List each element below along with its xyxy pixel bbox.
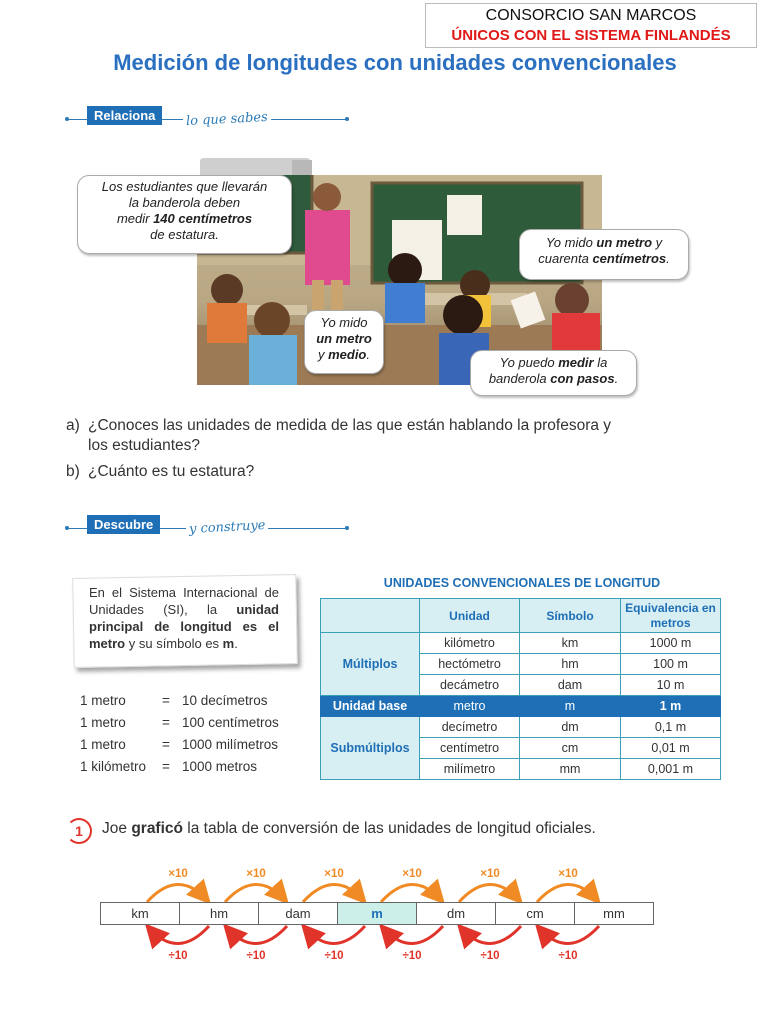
problem-emphasis: graficó [131, 820, 183, 837]
symbol-cell: dam [520, 675, 621, 696]
bubble-text: cuarenta [538, 251, 593, 266]
question-a [66, 416, 746, 456]
bubble-text: . [614, 371, 619, 386]
conversion-unit-mm: mm [574, 902, 654, 925]
unit-cell: kilómetro [420, 633, 520, 654]
multiply-label: ×10 [324, 868, 344, 880]
bubble-text-line [305, 347, 383, 363]
conversion-unit-hm: hm [179, 902, 259, 925]
bubble-emphasis: centímetros [592, 251, 667, 266]
equivalence-right: 1000 milímetros [182, 737, 279, 752]
multiply-label: ×10 [246, 868, 266, 880]
bubble-emphasis: un metro [596, 235, 653, 250]
conversion-unit-dam: dam [258, 902, 338, 925]
girl-left-speech-bubble [304, 310, 384, 374]
equivalence-right: 1000 metros [182, 759, 258, 774]
bubble-text-line [520, 235, 688, 251]
equivalence-right: 100 centímetros [182, 715, 279, 730]
equivalence-row [80, 693, 279, 715]
conversion-unit-km: km [100, 902, 180, 925]
divider-dot [65, 526, 69, 530]
question-label: b) [66, 463, 80, 480]
divide-arrow [149, 926, 209, 944]
symbol-cell: dm [520, 717, 621, 738]
unit-cell: decímetro [420, 717, 520, 738]
question-text: los estudiantes? [88, 437, 201, 454]
section-tag-script: lo que sabes [183, 110, 271, 130]
equivalence-sign: = [162, 759, 170, 774]
conversion-unit-cm: cm [495, 902, 575, 925]
definition-text [89, 584, 279, 652]
multiply-arrow [537, 884, 597, 902]
bubble-emphasis: 140 centímetros [153, 211, 253, 226]
equivalence-right: 10 decímetros [182, 693, 268, 708]
section-tag-script: y construye [186, 518, 269, 537]
section-tag-relaciona: Relaciona [87, 106, 162, 125]
unit-cell: centímetro [420, 738, 520, 759]
multiply-label: ×10 [558, 868, 578, 880]
divide-arrow [227, 926, 287, 944]
bubble-emphasis: un metro [316, 331, 372, 346]
symbol-cell: km [520, 633, 621, 654]
divide-label: ÷10 [246, 950, 266, 962]
divide-label: ÷10 [558, 950, 578, 962]
problem-text [102, 820, 596, 838]
bubble-text: . [666, 251, 670, 266]
divide-arrow [539, 926, 599, 944]
bubble-text: . [366, 347, 371, 362]
group-submultiples: Submúltiplos [321, 717, 420, 780]
table-row [321, 717, 721, 738]
bubble-text: y [652, 235, 663, 250]
bubble-text-line: Los estudiantes que llevarán [101, 179, 268, 194]
multiply-label: ×10 [402, 868, 422, 880]
conversion-unit-dm: dm [416, 902, 496, 925]
multiply-label: ×10 [168, 868, 188, 880]
definition-emphasis: m [222, 636, 235, 651]
teacher-speech-bubble [77, 175, 292, 254]
bubble-text-line: de estatura. [150, 227, 219, 242]
symbol-cell: m [520, 696, 621, 717]
table-header-empty [321, 599, 420, 633]
definition-part: En el Sistema Internacional de Unidades (SI), la [89, 585, 279, 617]
multiply-arrow [225, 884, 285, 902]
equivalence-cell: 10 m [621, 675, 721, 696]
question-label: a) [66, 417, 80, 434]
unit-cell: hectómetro [420, 654, 520, 675]
equivalence-row [80, 759, 279, 781]
equivalence-left: 1 metro [80, 693, 126, 708]
bubble-text-line [471, 371, 636, 387]
equivalence-sign: = [162, 715, 170, 730]
bubble-emphasis: con pasos [550, 371, 615, 386]
definition-emphasis: unidad principal de longitud es el metro [89, 602, 279, 651]
problem-number: 1 [66, 818, 92, 844]
definition-part: . [234, 636, 238, 651]
divide-arrow [305, 926, 365, 944]
equivalence-row [80, 737, 279, 759]
table-header: Equivalencia en metros [621, 599, 721, 633]
equivalence-cell: 0,01 m [621, 738, 721, 759]
divider-dot [65, 117, 69, 121]
illustration-tab-shadow [292, 160, 312, 176]
equivalence-sign: = [162, 737, 170, 752]
definition-part: y su símbolo es [125, 636, 223, 651]
table-header: Unidad [420, 599, 520, 633]
divide-label: ÷10 [480, 950, 500, 962]
equivalence-cell: 1 m [621, 696, 721, 717]
bubble-text: medir [116, 211, 154, 226]
bubble-text-line [471, 355, 636, 371]
bubble-text-line [305, 331, 383, 347]
bubble-emphasis: medir [558, 355, 594, 370]
bubble-text: y [317, 347, 329, 362]
group-base: Unidad base [321, 696, 420, 717]
multiply-arrow [381, 884, 441, 902]
divider-dot [345, 117, 349, 121]
equivalence-left: 1 kilómetro [80, 759, 147, 774]
table-header-row [321, 599, 721, 633]
divide-label: ÷10 [324, 950, 344, 962]
unit-cell: milímetro [420, 759, 520, 780]
symbol-cell: hm [520, 654, 621, 675]
table-header: Símbolo [520, 599, 621, 633]
multiply-arrow [147, 884, 207, 902]
equivalence-list [80, 693, 279, 781]
conversion-scale [101, 902, 654, 925]
bubble-text-line: la banderola deben [128, 195, 241, 210]
multiply-arrow [459, 884, 519, 902]
table-row-base [321, 696, 721, 717]
bubble-text: Yo puedo [499, 355, 559, 370]
equivalence-sign: = [162, 693, 170, 708]
question-text: ¿Cuánto es tu estatura? [88, 463, 255, 480]
boy-right-speech-bubble [519, 229, 689, 280]
units-table [320, 598, 721, 780]
multiply-label: ×10 [480, 868, 500, 880]
bubble-text: Yo mido [545, 235, 597, 250]
equivalence-left: 1 metro [80, 715, 126, 730]
equivalence-left: 1 metro [80, 737, 126, 752]
bubble-text-line [78, 211, 291, 227]
group-multiples: Múltiplos [321, 633, 420, 696]
divider-dot [345, 526, 349, 530]
divide-arrow [383, 926, 443, 944]
brand-header [425, 3, 757, 48]
bubble-emphasis: medio [328, 347, 367, 362]
problem-text-part: la tabla de conversión de las unidades de longitud oficiales. [183, 820, 596, 837]
symbol-cell: mm [520, 759, 621, 780]
unit-cell: metro [420, 696, 520, 717]
multiply-arrow [303, 884, 363, 902]
unit-cell: decámetro [420, 675, 520, 696]
question-text: ¿Conoces las unidades de medida de las que están hablando la profesora y [88, 417, 612, 434]
bubble-text: banderola [488, 371, 551, 386]
equivalence-cell: 0,001 m [621, 759, 721, 780]
bubble-text: la [593, 355, 608, 370]
brand-name: CONSORCIO SAN MARCOS [485, 7, 697, 24]
equivalence-row [80, 715, 279, 737]
bubble-text-line: Yo mido [320, 315, 368, 330]
boy-bottom-speech-bubble [470, 350, 637, 396]
divide-arrow [461, 926, 521, 944]
page-title: Medición de longitudes con unidades convencionales [113, 50, 677, 75]
question-b [66, 462, 746, 482]
equivalence-cell: 0,1 m [621, 717, 721, 738]
equivalence-cell: 1000 m [621, 633, 721, 654]
divide-label: ÷10 [402, 950, 422, 962]
brand-tagline: ÚNICOS CON EL SISTEMA FINLANDÉS [451, 27, 731, 44]
equivalence-cell: 100 m [621, 654, 721, 675]
symbol-cell: cm [520, 738, 621, 759]
section-tag-descubre: Descubre [87, 515, 160, 534]
table-title: UNIDADES CONVENCIONALES DE LONGITUD [383, 576, 661, 590]
table-row [321, 633, 721, 654]
conversion-unit-m: m [337, 902, 417, 925]
problem-text-part: Joe [102, 820, 132, 837]
bubble-text-line [520, 251, 688, 267]
divide-label: ÷10 [168, 950, 188, 962]
